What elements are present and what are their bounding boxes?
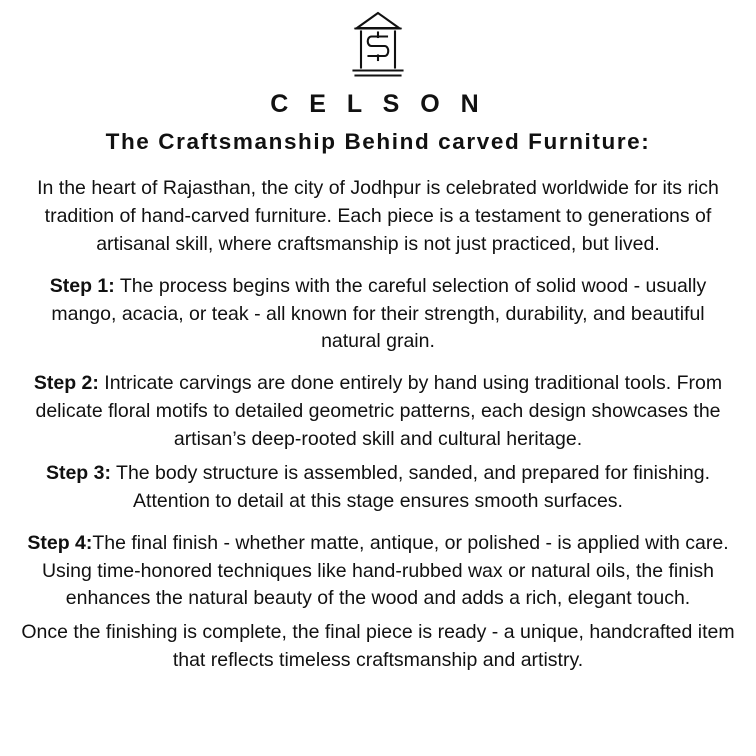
closing-paragraph: Once the finishing is complete, the final piece is ready - a unique, handcrafted item that reflects timeless craftsmanship and artistry. [21,621,735,672]
page-title: The Craftsmanship Behind carved Furniture: [105,129,651,154]
step-text-4: The final finish - whether matte, antique, or polished - is applied with care. Using time-honored techniques like hand-rubbed wax or natural oils, the finish enhances the natural beauty of the wood and adds a rich, elegant touch. [41,531,729,610]
house-monogram-logo-icon [335,10,421,84]
step-label-4: Step 4: [27,531,93,554]
brand-name: C E L S O N [270,90,486,118]
step-paragraph-4 [19,530,737,614]
step-text-2: Intricate carvings are done entirely by hand using traditional tools. From delicate floral motifs to detailed geometric patterns, each design showcases the artisan’s deep-rooted skill and cultural heritage. [35,372,723,450]
intro-paragraph: In the heart of Rajasthan, the city of Jodhpur is celebrated worldwide for its rich tradition of hand-carved furniture. Each piece is a testament to generations of artisanal skill, where craftsmanship is not just practiced, but lived. [37,177,719,255]
step-label-2: Step 2: [33,372,99,395]
step-label-3: Step 3: [45,461,111,484]
step-paragraph-1 [19,273,737,357]
step-text-3: The body structure is assembled, sanded, and prepared for finishing. Attention to detail at this stage ensures smooth surfaces. [110,461,711,512]
step-text-1: The process begins with the careful selection of solid wood - usually mango, acacia, or teak - all known for their strength, durability, and beautiful natural grain. [51,274,707,353]
step-paragraph-2 [19,370,737,454]
step-paragraph-3 [19,460,737,516]
step-label-1: Step 1: [49,274,115,297]
